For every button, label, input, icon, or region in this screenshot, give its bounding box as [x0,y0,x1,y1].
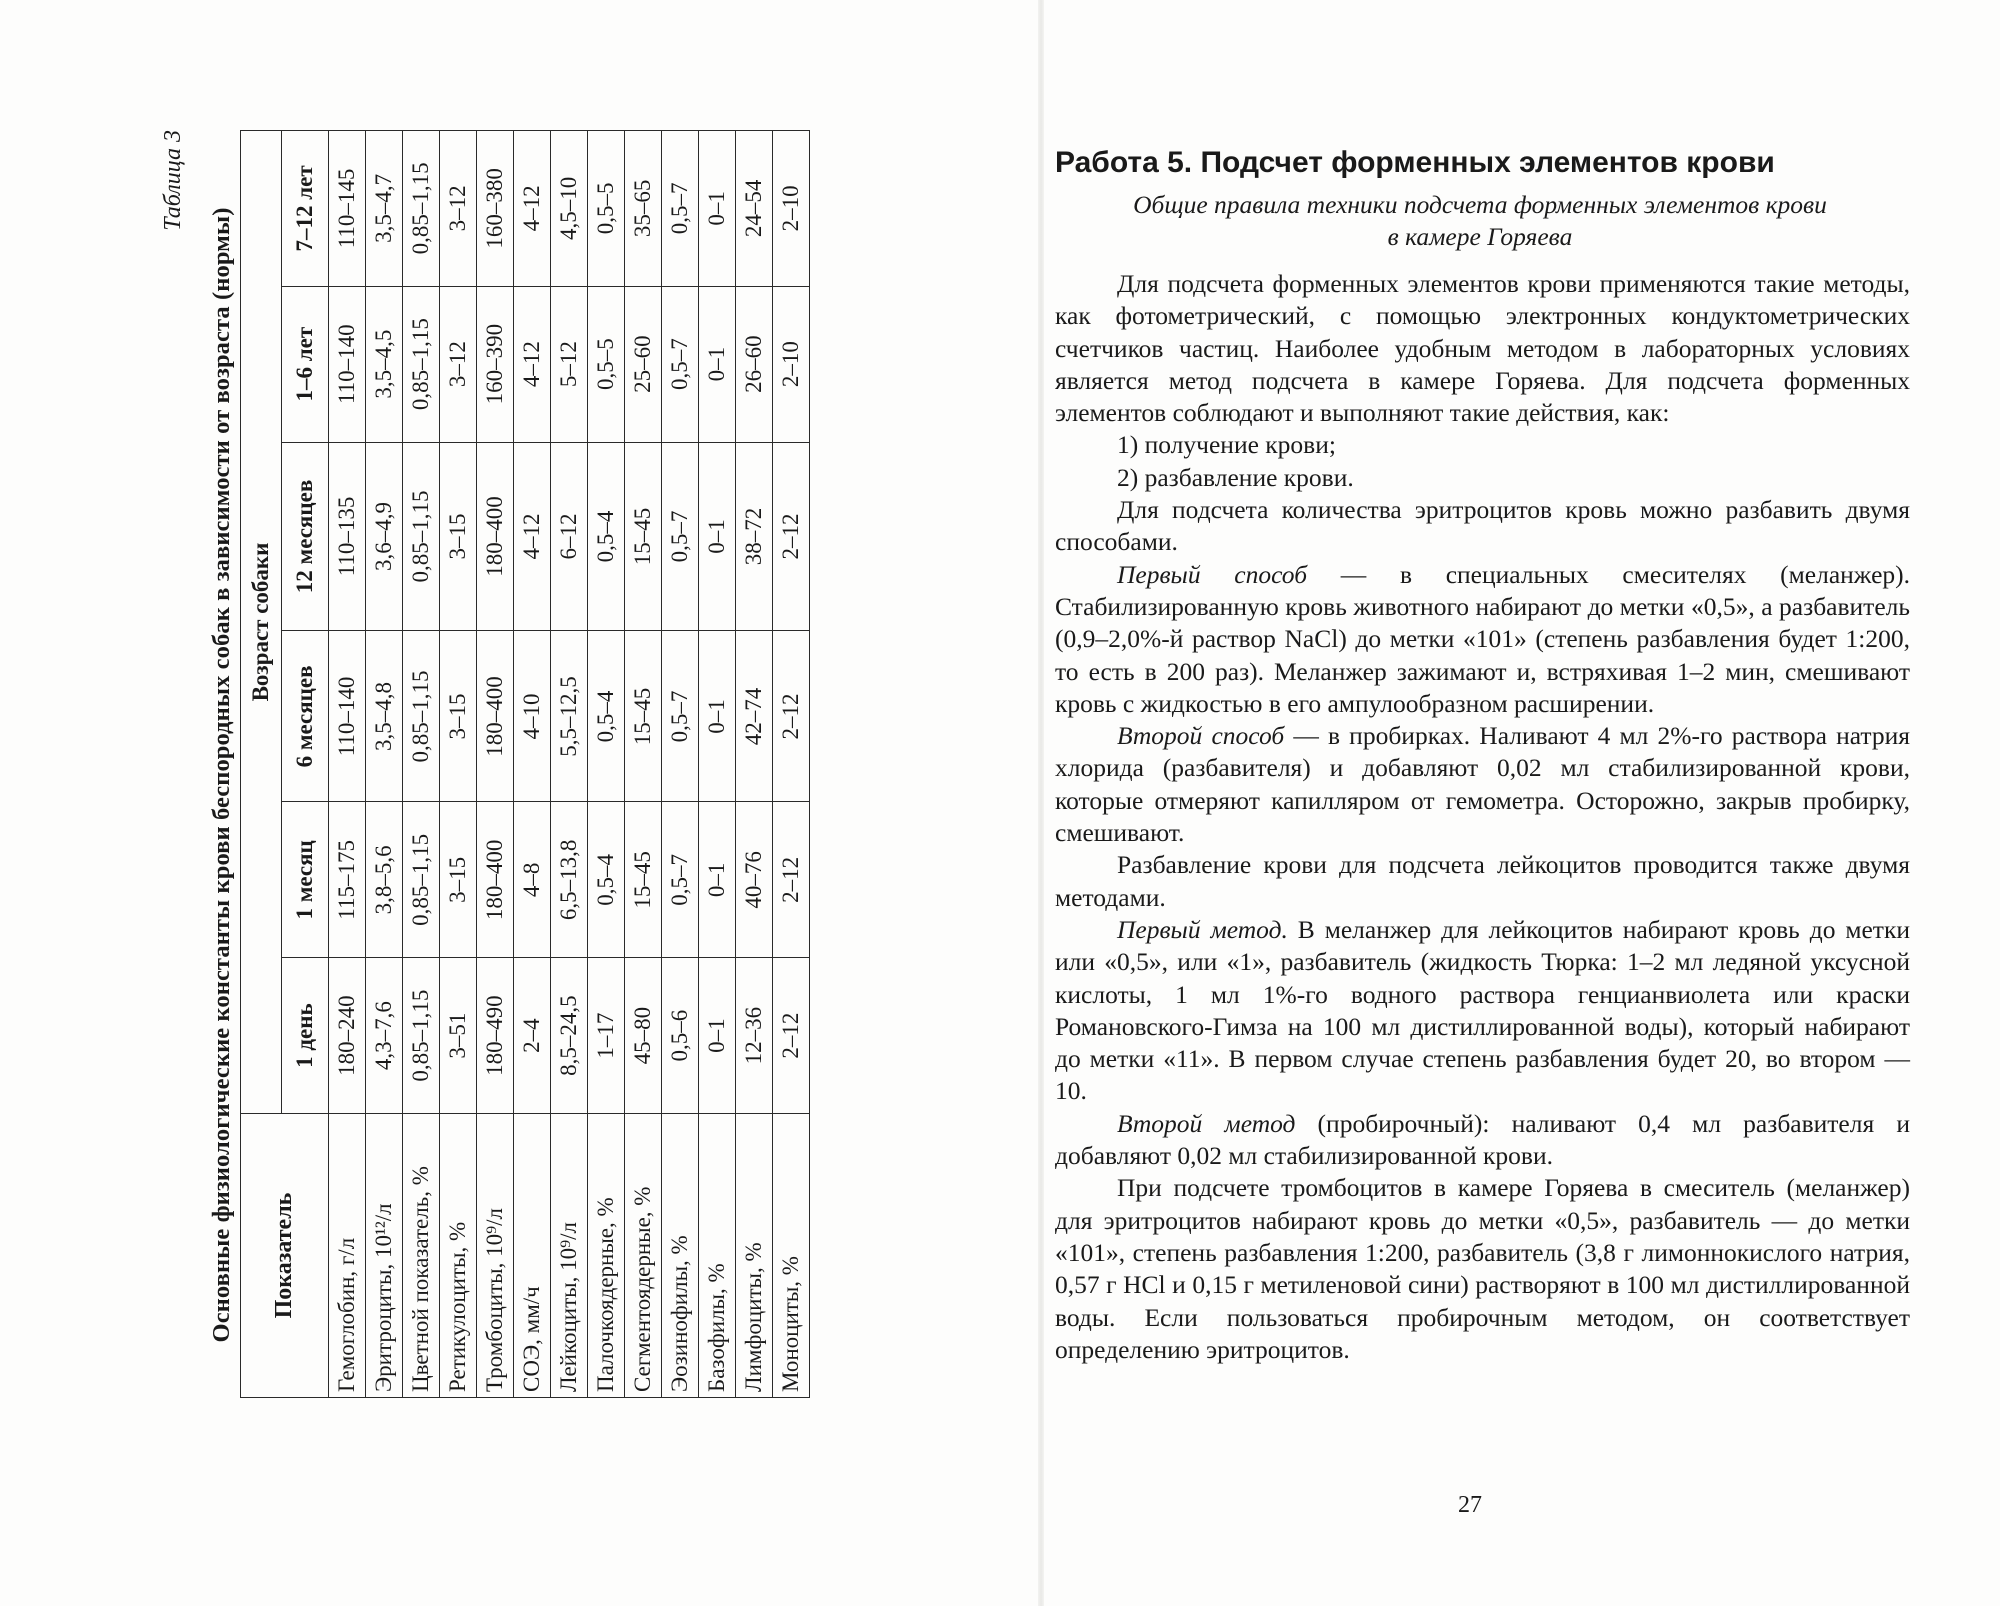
right-page [1040,0,2000,1606]
value-cell: 2–4 [514,958,551,1114]
emphasis: Второй способ [1117,721,1285,751]
paragraph [1055,1108,1910,1173]
value-cell: 180–490 [477,958,514,1114]
list-item: 1) получение крови; [1117,430,1336,460]
value-cell: 42–74 [736,631,773,802]
table-body [329,131,810,1398]
value-cell: 0,85–1,15 [403,631,440,802]
indicator-cell: Тромбоциты, 10⁹/л [477,1114,514,1398]
paragraph-text: — в специальных смесителях (меланжер). Стабилизированную кровь животного набирают до метки «0,5», а разбавитель (0,9–2,0%-й раствор NaCl) до метки «101» (степень разбавления будет 1:200, то есть в 200 раз). Меланжер зажимают и, встряхивая 1–2 мин, смешивают кровь с жидкостью в его ампулообразном расширении. [1055,559,1911,718]
indicator-cell: Моноциты, % [773,1114,810,1398]
value-cell: 4–12 [514,286,551,442]
value-cell: 160–380 [477,131,514,287]
value-cell: 2–12 [773,442,810,631]
value-cell: 5,5–12,5 [551,631,588,802]
header-indicator: Показатель [241,1114,329,1398]
value-cell: 4,5–10 [551,131,588,287]
value-cell: 110–140 [329,286,366,442]
header-age: 7–12 лет [282,131,329,287]
value-cell: 180–400 [477,802,514,958]
table-row [514,131,551,1398]
page-number: 27 [1458,1492,1482,1518]
value-cell: 3,5–4,5 [366,286,403,442]
value-cell: 0,85–1,15 [403,131,440,287]
value-cell: 6–12 [551,442,588,631]
value-cell: 0,85–1,15 [403,286,440,442]
paragraph: Для подсчета форменных элементов крови применяются такие методы, как фотометрический, с помощью электронных кондуктометрических счетчиков частиц. Наиболее удобным методом в лабораторных условиях является метод подсчета в камере Горяева. Для подсчета форменных элементов соблюдают и выполняют такие действия, как: [1055,269,1910,428]
value-cell: 1–17 [588,958,625,1114]
table-row [440,131,477,1398]
indicator-cell: Ретикулоциты, % [440,1114,477,1398]
value-cell: 0–1 [699,802,736,958]
value-cell: 24–54 [736,131,773,287]
paragraph: Для подсчета количества эритроцитов кровь можно разбавить двумя способами. [1055,495,1910,557]
indicator-cell: Цветной показатель, % [403,1114,440,1398]
rotated-table-block [160,130,803,1420]
subtitle-line-1: Общие правила техники подсчета форменных элементов крови [1133,190,1827,219]
indicator-cell: Сегментоядерные, % [625,1114,662,1398]
value-cell: 3,6–4,9 [366,442,403,631]
value-cell: 4–10 [514,631,551,802]
emphasis: Второй метод [1117,1108,1296,1138]
paragraph: Разбавление крови для подсчета лейкоцитов проводится также двумя методами. [1055,850,1910,912]
header-age: 1 месяц [282,802,329,958]
value-cell: 2–10 [773,286,810,442]
value-cell: 3–15 [440,802,477,958]
value-cell: 15–45 [625,442,662,631]
table-row [403,131,440,1398]
value-cell: 0–1 [699,442,736,631]
value-cell: 3–15 [440,631,477,802]
header-age: 6 месяцев [282,631,329,802]
value-cell: 0–1 [699,631,736,802]
subtitle-line-2: в камере Горяева [1387,222,1573,251]
table-row [477,131,514,1398]
value-cell: 0,5–6 [662,958,699,1114]
value-cell: 38–72 [736,442,773,631]
value-cell: 4–12 [514,131,551,287]
indicator-cell: Эритроциты, 10¹²/л [366,1114,403,1398]
value-cell: 6,5–13,8 [551,802,588,958]
value-cell: 0,5–7 [662,442,699,631]
body-text [1055,268,1910,1366]
value-cell: 3–51 [440,958,477,1114]
value-cell: 3,5–4,8 [366,631,403,802]
value-cell: 110–140 [329,631,366,802]
value-cell: 0,5–5 [588,286,625,442]
table-row [773,131,810,1398]
work-title: Работа 5. Подсчет форменных элементов крови [1055,146,1775,179]
table-row [366,131,403,1398]
header-age: 1 день [282,958,329,1114]
indicator-cell: Палочкоядерные, % [588,1114,625,1398]
paragraph-text: (пробирочный): наливают 0,4 мл разбавителя и добавляют 0,02 мл стабилизированной крови. [1055,1108,1910,1171]
value-cell: 115–175 [329,802,366,958]
value-cell: 0,5–7 [662,131,699,287]
value-cell: 0,5–4 [588,631,625,802]
indicator-cell: Гемоглобин, г/л [329,1114,366,1398]
value-cell: 3,8–5,6 [366,802,403,958]
table-title: Основные физиологические константы крови беспородных собак в зависимости от возраста (нормы) [208,207,235,1343]
value-cell: 4–8 [514,802,551,958]
value-cell: 180–400 [477,442,514,631]
value-cell: 15–45 [625,802,662,958]
value-cell: 0,85–1,15 [403,442,440,631]
value-cell: 0–1 [699,958,736,1114]
value-cell: 3–15 [440,442,477,631]
table-row [699,131,736,1398]
value-cell: 26–60 [736,286,773,442]
paragraph-text: — в пробирках. Наливают 4 мл 2%-го раствора натрия хлорида (разбавителя) и добавляют 0,02 мл стабилизированной крови, которые отмеряют капилляром от гемометра. Осторожно, закрыв пробирку, смешивают. [1055,721,1911,848]
value-cell: 2–10 [773,131,810,287]
value-cell: 180–240 [329,958,366,1114]
value-cell: 45–80 [625,958,662,1114]
indicator-cell: Лимфоциты, % [736,1114,773,1398]
value-cell: 4–12 [514,442,551,631]
value-cell: 3–12 [440,286,477,442]
value-cell: 0–1 [699,286,736,442]
table-label: Таблица 3 [160,130,186,231]
emphasis: Первый метод. [1117,914,1288,944]
indicator-cell: Базофилы, % [699,1114,736,1398]
table-row [551,131,588,1398]
paragraph: При подсчете тромбоцитов в камере Горяева в смеситель (меланжер) для эритроцитов набирают кровь до метки «0,5», разбавитель — до метки «101», степень разбавления 1:200, разбавитель (3,8 г лимоннокислого натрия, 0,57 г HCl и 0,15 г метиленовой сини) растворяют в 100 мл дистиллированной воды. Если пользоваться пробирочным методом, он соответствует определению эритроцитов. [1055,1173,1910,1364]
value-cell: 0,5–4 [588,442,625,631]
value-cell: 2–12 [773,631,810,802]
table-row [625,131,662,1398]
value-cell: 40–76 [736,802,773,958]
blood-norms-table [240,130,810,1398]
value-cell: 0,5–7 [662,631,699,802]
section-subtitle [1060,189,1900,253]
list-item: 2) разбавление крови. [1117,462,1354,492]
value-cell: 35–65 [625,131,662,287]
value-cell: 15–45 [625,631,662,802]
indicator-cell: Лейкоциты, 10⁹/л [551,1114,588,1398]
table-row [588,131,625,1398]
value-cell: 12–36 [736,958,773,1114]
header-age-group: Возраст собаки [241,131,282,1114]
value-cell: 0–1 [699,131,736,287]
paragraph [1055,559,1910,720]
value-cell: 0,85–1,15 [403,802,440,958]
table-row [329,131,366,1398]
value-cell: 0,5–4 [588,802,625,958]
value-cell: 2–12 [773,958,810,1114]
value-cell: 8,5–24,5 [551,958,588,1114]
header-age: 1–6 лет [282,286,329,442]
value-cell: 4,3–7,6 [366,958,403,1114]
indicator-cell: Эозинофилы, % [662,1114,699,1398]
value-cell: 3–12 [440,131,477,287]
value-cell: 160–390 [477,286,514,442]
header-age: 12 месяцев [282,442,329,631]
paragraph [1055,720,1910,849]
value-cell: 2–12 [773,802,810,958]
indicator-cell: СОЭ, мм/ч [514,1114,551,1398]
table-row [736,131,773,1398]
paragraph [1055,914,1910,1108]
value-cell: 25–60 [625,286,662,442]
emphasis: Первый способ [1117,559,1308,589]
value-cell: 110–145 [329,131,366,287]
value-cell: 0,85–1,15 [403,958,440,1114]
value-cell: 0,5–7 [662,286,699,442]
value-cell: 110–135 [329,442,366,631]
value-cell: 0,5–7 [662,802,699,958]
table-row [662,131,699,1398]
value-cell: 3,5–4,7 [366,131,403,287]
value-cell: 180–400 [477,631,514,802]
paragraph-text: В меланжер для лейкоцитов набирают кровь до метки или «0,5», или «1», разбавитель (жидкость Тюрка: 1–2 мл ледяной уксусной кислоты, 1 мл 1%-го водного раствора генцианвиолета или краски Романовского-Гимза на 100 мл дистиллированной воды), который набирают до метки «11». В первом случае степень разбавления будет 20, во втором — 10. [1055,914,1910,1106]
value-cell: 5–12 [551,286,588,442]
value-cell: 0,5–5 [588,131,625,287]
